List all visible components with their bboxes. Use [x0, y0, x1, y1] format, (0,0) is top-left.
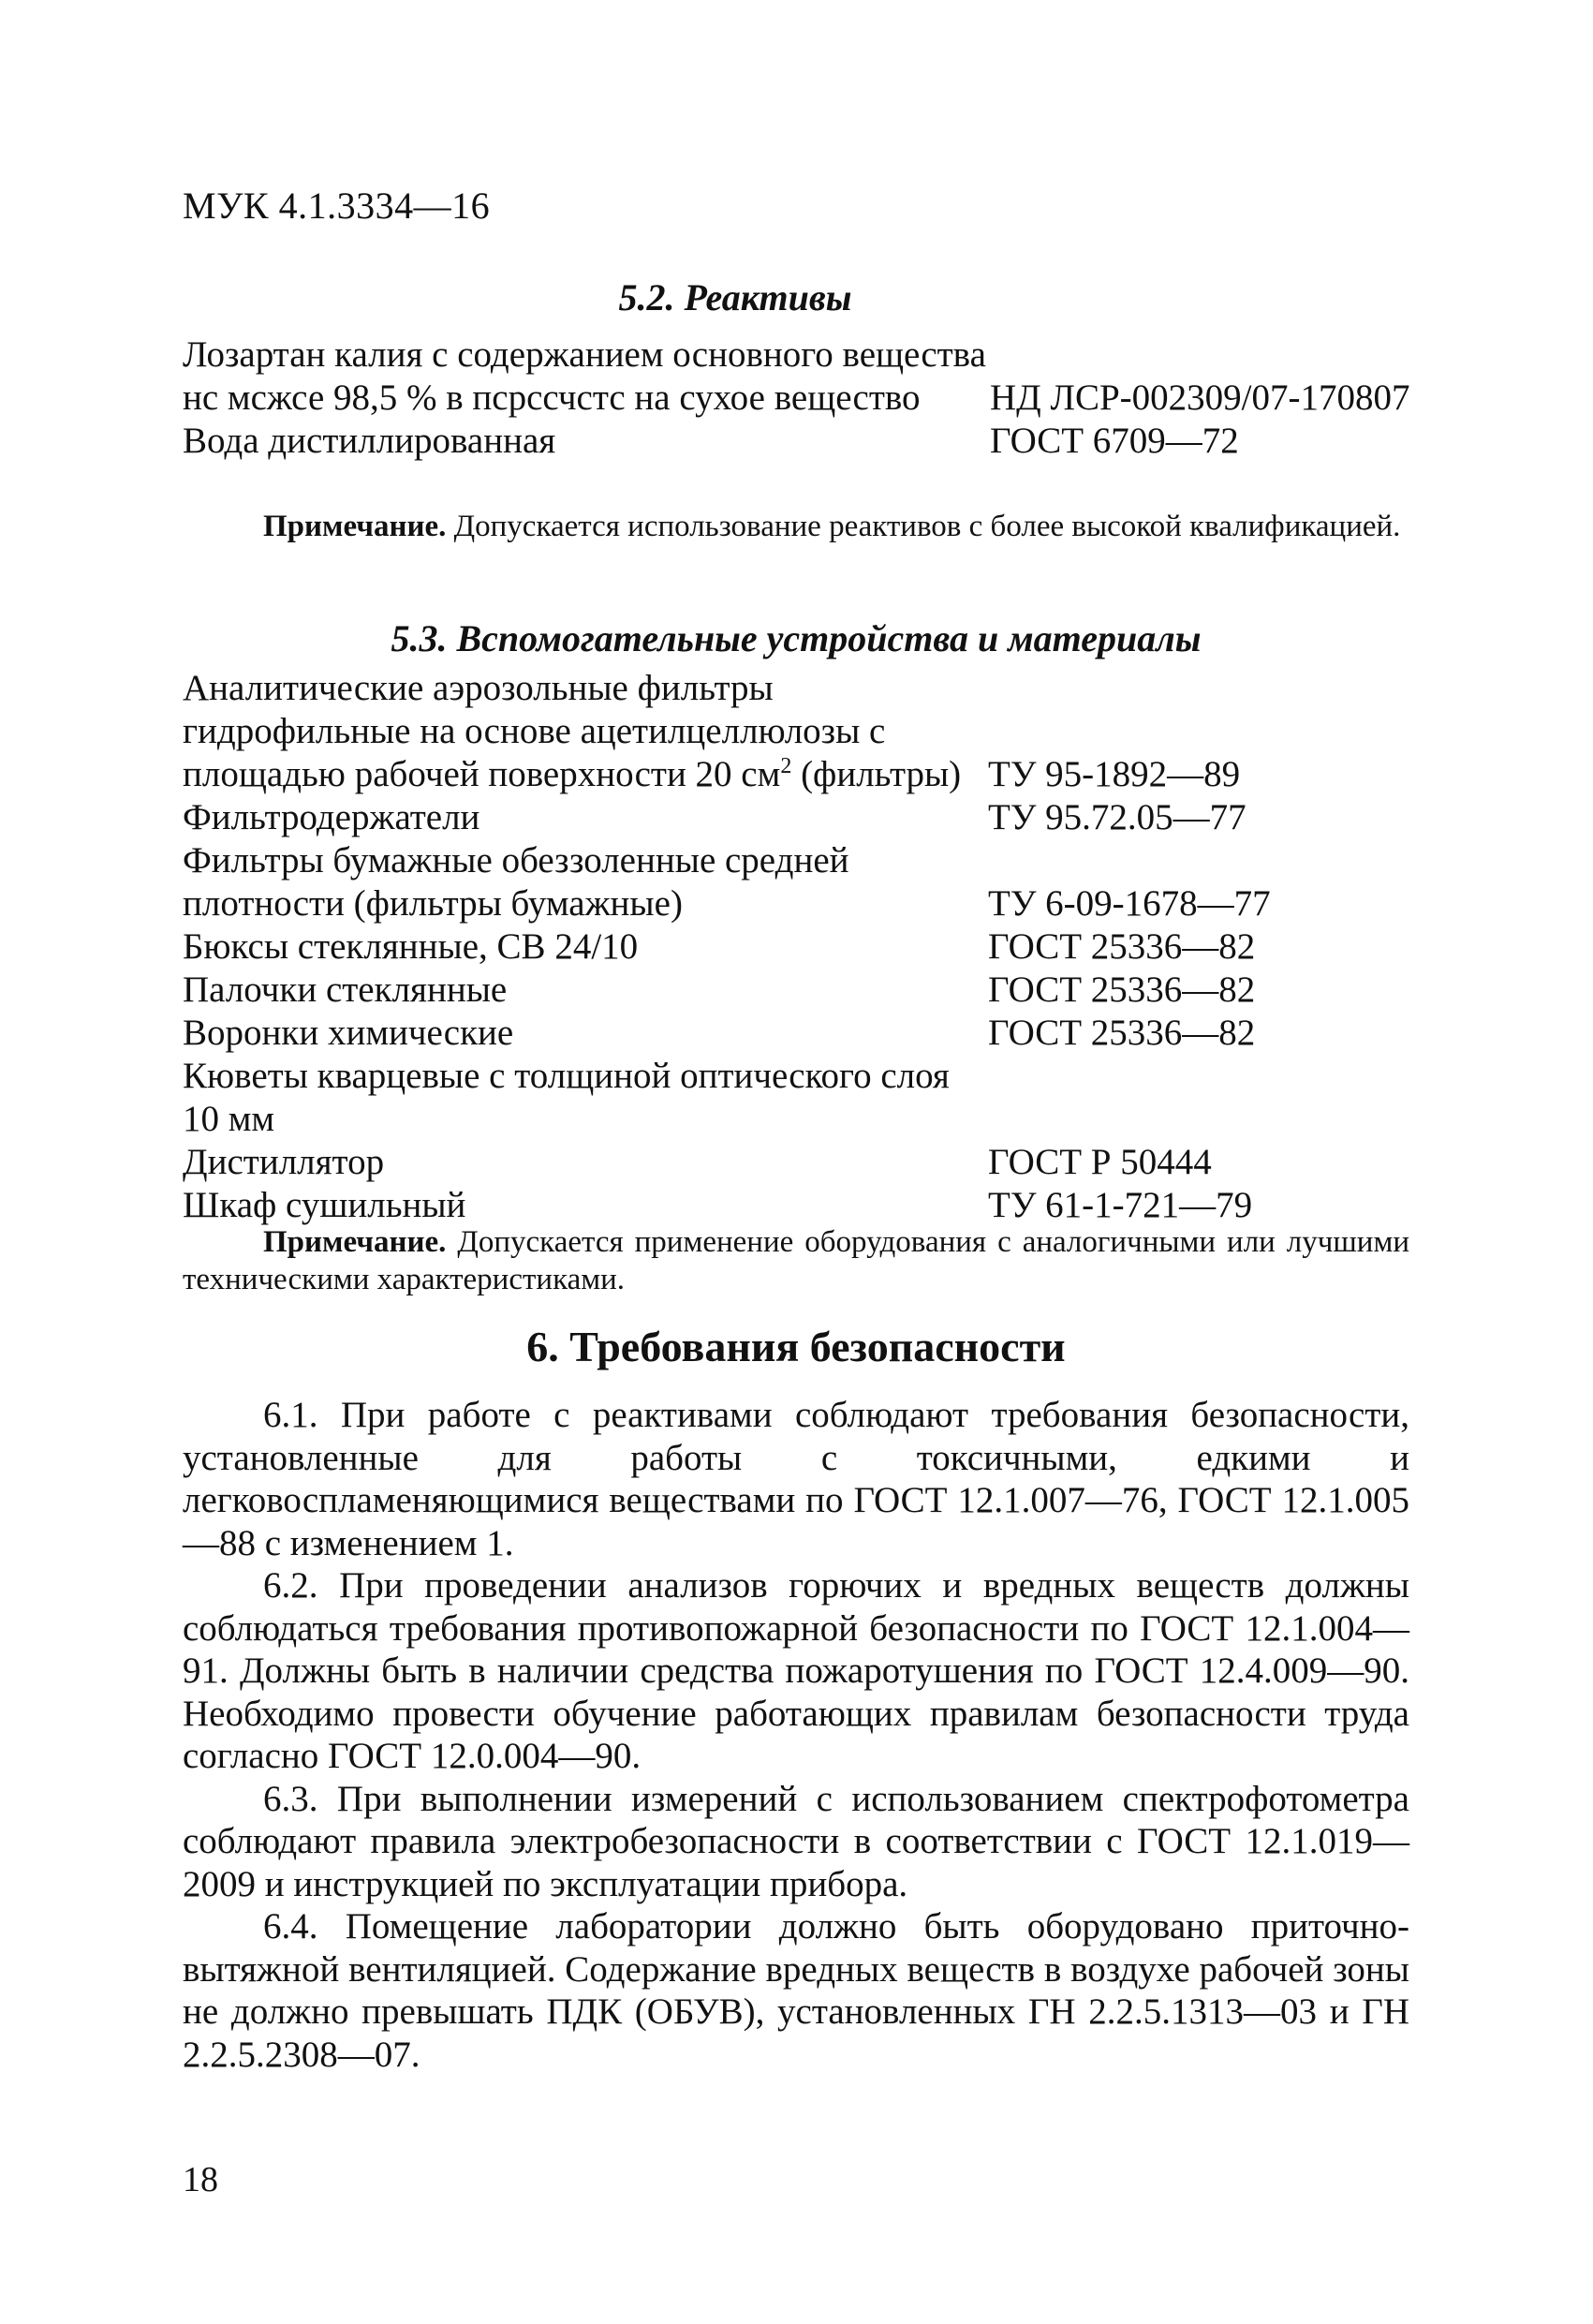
note-label: Примечание.	[263, 510, 447, 543]
equipment-row	[183, 796, 1447, 839]
equipment-standard: ГОСТ 25336—82	[988, 1013, 1256, 1053]
page-number: 18	[183, 2160, 218, 2199]
equipment-row	[183, 1012, 1447, 1055]
equipment-row	[183, 969, 1447, 1012]
section-6-heading: 6. Требования безопасности	[526, 1323, 1066, 1370]
equipment-row	[183, 925, 1447, 969]
equipment-row	[183, 667, 1447, 796]
note-label: Примечание.	[263, 1225, 447, 1259]
equipment-standard: ТУ 95.72.05—77	[988, 797, 1246, 837]
equipment-standard: ТУ 6-09-1678—77	[988, 883, 1271, 924]
note-text: Допускается использование реактивов с более высокой квалификацией.	[446, 510, 1401, 543]
reagent-name: Лозартан калия с содержанием основного вещества нс мсжсе 98,5 % в псрссчстс на сухое вещество	[183, 334, 986, 418]
paragraph: 6.3. При выполнении измерений с использованием спектрофотометра соблюдают правила электробезопасности в соответствии с ГОСТ 12.1.019—2009 и инструкцией по эксплуатации прибора.	[183, 1778, 1409, 1904]
equipment-name: Кюветы кварцевые с толщиной оптического слоя 10 мм	[183, 1056, 950, 1139]
equipment-list	[183, 667, 1447, 1227]
superscript: 2	[780, 754, 792, 778]
equipment-standard: ТУ 61-1-721—79	[988, 1185, 1253, 1225]
equipment-name: Дистиллятор	[183, 1142, 385, 1182]
equipment-name: Воронки химические	[183, 1013, 514, 1053]
equipment-name: Бюксы стеклянные, СВ 24/10	[183, 926, 639, 967]
equipment-row	[183, 1184, 1447, 1227]
equipment-standard: ГОСТ 25336—82	[988, 970, 1256, 1010]
equipment-name-suffix: (фильтры)	[791, 754, 962, 794]
equipment-name-text: Аналитические аэрозольные фильтры гидрофильные на основе ацетилцеллюлозы с площадью рабочей поверхности 20 см	[183, 668, 886, 794]
equipment-name: Шкаф сушильный	[183, 1185, 466, 1225]
section-6-body	[183, 1394, 1409, 2076]
paragraph: 6.1. При работе с реактивами соблюдают требования безопасности, установленные для работы с токсичными, едкими и легковоспламеняющимися веществами по ГОСТ 12.1.007—76, ГОСТ 12.1.005—88 с изменением 1.	[183, 1395, 1409, 1563]
paragraph: 6.4. Помещение лаборатории должно быть оборудовано приточно-вытяжной вентиляцией. Содержание вредных веществ в воздухе рабочей зоны не должно превышать ПДК (ОБУВ), установленных ГН 2.2.5.1313—03 и ГН 2.2.5.2308—07.	[183, 1906, 1409, 2075]
section-5-3-heading: 5.3. Вспомогательные устройства и материалы	[391, 617, 1202, 659]
document-code-header: МУК 4.1.3334—16	[183, 185, 491, 227]
paragraph: 6.2. При проведении анализов горючих и вредных веществ должны соблюдаться требования противопожарной безопасности по ГОСТ 12.1.004—91. Должны быть в наличии средства пожаротушения по ГОСТ 12.4.009—90. Необходимо провести обучение работающих правилам безопасности труда согласно ГОСТ 12.0.004—90.	[183, 1565, 1409, 1776]
reagent-standard: НД ЛСР-002309/07-170807	[990, 377, 1410, 418]
equipment-standard: ГОСТ Р 50444	[988, 1142, 1212, 1182]
reagent-name: Вода дистиллированная	[183, 421, 556, 461]
reagents-list	[183, 333, 1447, 463]
equipment-name: Фильтры бумажные обеззоленные средней плотности (фильтры бумажные)	[183, 840, 849, 924]
equipment-note	[183, 1223, 1409, 1298]
equipment-standard: ТУ 95-1892—89	[988, 754, 1241, 794]
note-text: Допускается применение оборудования с аналогичными или лучшими техническими характеристиками.	[183, 1225, 1409, 1296]
equipment-name: Фильтродержатели	[183, 797, 480, 837]
reagents-note	[183, 508, 1409, 545]
equipment-row	[183, 1141, 1447, 1184]
reagent-row	[183, 420, 1447, 463]
reagent-standard: ГОСТ 6709—72	[990, 421, 1239, 461]
equipment-row	[183, 839, 1447, 925]
equipment-standard: ГОСТ 25336—82	[988, 926, 1256, 967]
section-5-2-heading: 5.2. Реактивы	[618, 276, 852, 318]
equipment-row	[183, 1055, 1447, 1141]
reagent-row	[183, 333, 1447, 420]
equipment-name: Палочки стеклянные	[183, 970, 508, 1010]
